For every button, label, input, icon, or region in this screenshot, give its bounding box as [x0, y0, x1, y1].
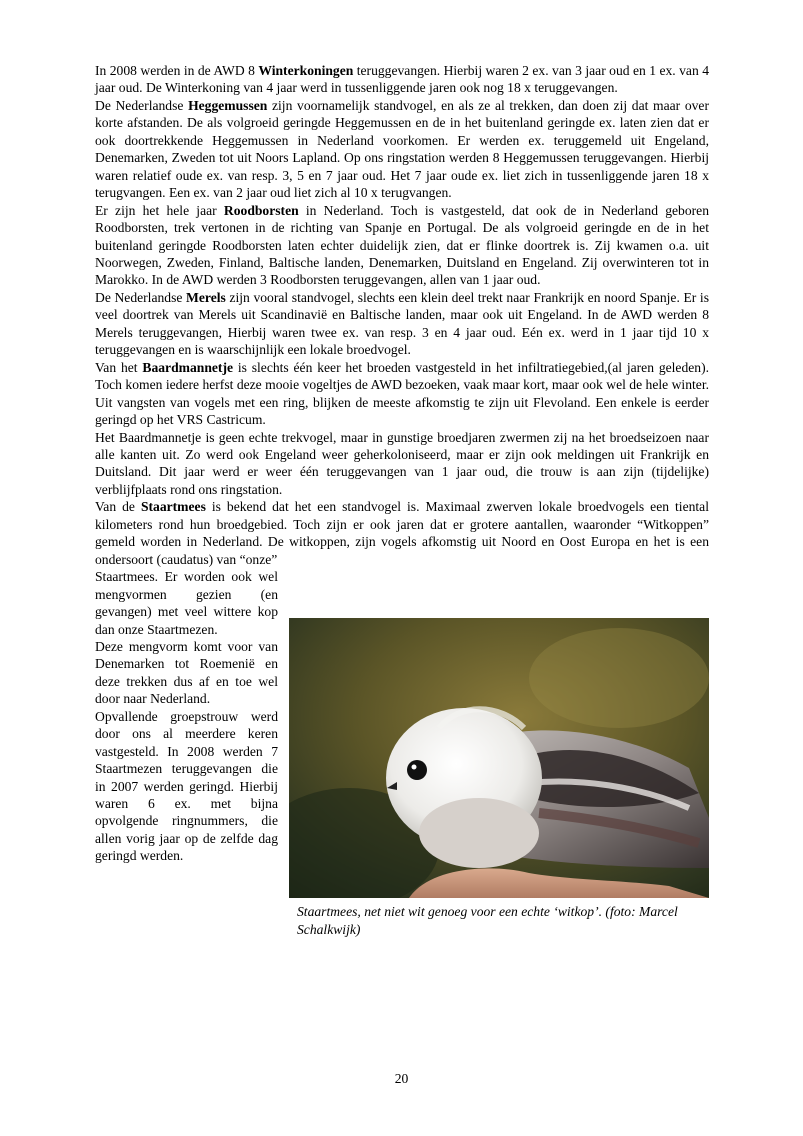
- text: In 2008 werden in de AWD 8: [95, 63, 259, 78]
- paragraph-heggemussen: [95, 97, 709, 202]
- species-name: Baardmannetje: [142, 359, 234, 375]
- paragraph-merels: [95, 289, 709, 359]
- species-name: Heggemussen: [188, 97, 268, 113]
- long-tailed-tit-photo: [289, 618, 709, 898]
- wrapped-paragraph-a: Staartmees. Er worden ook wel mengvormen gezien (en gevangen) met veel wittere kop dan onze Staartmezen.: [95, 569, 278, 637]
- text: teruggevangen. Hierbij waren 2 ex. van 3 jaar oud en 1 ex. van 4 jaar oud. De Winterkoning van 4 jaar werd in tussenliggende jaren ook nog 18 x teruggevangen.: [95, 63, 709, 96]
- wrapped-paragraph-b: Deze mengvorm komt voor van Denemarken tot Roemenië en deze trekken dus af en toe wel door naar Nederland.: [95, 638, 278, 707]
- text: zijn vooral standvogel, slechts een klein deel trekt naar Frankrijk en noord Spanje. Er is veel doortrek van Merels uit Scandinavië en Baltische landen, maar ook uit Engeland. In de AWD werden 8 Merels teruggevangen, Hierbij waren twee ex. van resp. 3 en 4 jaar oud. Eén ex. werd in 1 jaar tijd 10 x teruggevangen en is waarschijnlijk een lokale broedvogel.: [95, 289, 709, 358]
- paragraph-roodborsten: [95, 202, 709, 289]
- paragraph-staartmees: [95, 498, 709, 568]
- text: Van het: [95, 359, 143, 375]
- text: is bekend dat het een standvogel is. Maximaal zwerven lokale broedvogels een tiental kilometers rond hun broedgebied. Toch zijn er ook jaren dat er grotere aantallen, waaronder “Witkoppen” gemeld worden in Nederland. De witkoppen, zijn vogels afkomstig uit Noord en Oost Europa en het is een ondersoort (caudatus) van “onze”: [95, 499, 709, 567]
- text: zijn voornamelijk standvogel, en als ze al trekken, dan doen zij dat maar over korte afstanden. De als volgroeid geringde Heggemussen en de in het buitenland geringde ex. laten zien dat er ook doortrekkende Heggemussen in Nederland voorkomen. Er werden ex. teruggemeld uit Engeland, Denemarken, Zweden tot uit Noors Lapland. Op ons ringstation werden 8 Heggemussen teruggevangen. Hierbij waren relatief oude ex. van resp. 3, 5 en 7 jaar oud. Het 7 jaar oude ex. liet zich in tussenliggende jaren 18 x terugvangen. Een ex. van 2 jaar oud liet zich al 10 x terugvangen.: [95, 97, 709, 201]
- text: is slechts één keer het broeden vastgesteld in het infiltratiegebied,(al jaren geleden). Toch komen iedere herfst deze mooie vogeltjes de AWD bezoeken, vaak maar kort, maar ook wel de hele winter. Uit vangsten van vogels met een ring, blijken de meeste afkomstig te zijn uit Flevoland. Een enkele is eerder geringd op het VRS Castricum.: [95, 359, 710, 428]
- document-body: [95, 62, 709, 938]
- paragraph-baardmannetje: [95, 359, 709, 429]
- photo-caption: Staartmees, net niet wit genoeg voor een echte ‘witkop’. (foto: Marcel Schalkwijk): [297, 904, 678, 937]
- text-and-photo-block: [95, 568, 709, 938]
- species-name: Winterkoningen: [258, 63, 354, 78]
- text: De Nederlandse: [95, 97, 189, 113]
- species-name: Staartmees: [140, 499, 206, 515]
- species-name: Roodborsten: [223, 202, 299, 218]
- text: Er zijn het hele jaar: [95, 202, 224, 218]
- wrapped-paragraph-c: Opvallende groepstrouw werd door ons al meerdere keren vastgesteld. In 2008 werden 7 Staartmezen teruggevangen die in 2007 werden geringd. Hierbij waren 6 ex. met bijna opvolgende ringnummers, die allen vorig jaar op de zelfde dag geringd werden.: [95, 708, 278, 864]
- wrapped-column: [95, 568, 278, 865]
- paragraph-winterkoningen: [95, 62, 709, 97]
- paragraph-baardmannetje-2: Het Baardmannetje is geen echte trekvogel, maar in gunstige broedjaren zwermen zij na het broedseizoen naar alle kanten uit. Zo werd ook Engeland weer geherkoloniseerd, maar er zijn ook meldingen uit Frankrijk en Duitsland. Dit jaar werd er weer één teruggevangen van 1 jaar oud, die trouw is aan zijn (tijdelijke) verblijfplaats rond ons ringstation.: [95, 429, 709, 497]
- text: in Nederland. Toch is vastgesteld, dat ook de in Nederland geboren Roodborsten, trek vertonen in de richting van Spanje en Portugal. De als volgroeid geringde en de in het buitenland geringde Roodborsten laten echter duidelijk zien, dat er flinke doortrek is. Zij kwamen o.a. uit Noorwegen, Zweden, Finland, Baltische landen, Denemarken, Duitsland en Engeland. Zij overwinteren tot in Marokko. In de AWD werden 3 Roodborsten teruggevangen, allen van 1 jaar oud.: [95, 202, 710, 288]
- text: De Nederlandse: [95, 289, 187, 305]
- text: Van de: [95, 499, 141, 515]
- species-name: Merels: [186, 289, 226, 305]
- page-number: 20: [394, 1071, 409, 1086]
